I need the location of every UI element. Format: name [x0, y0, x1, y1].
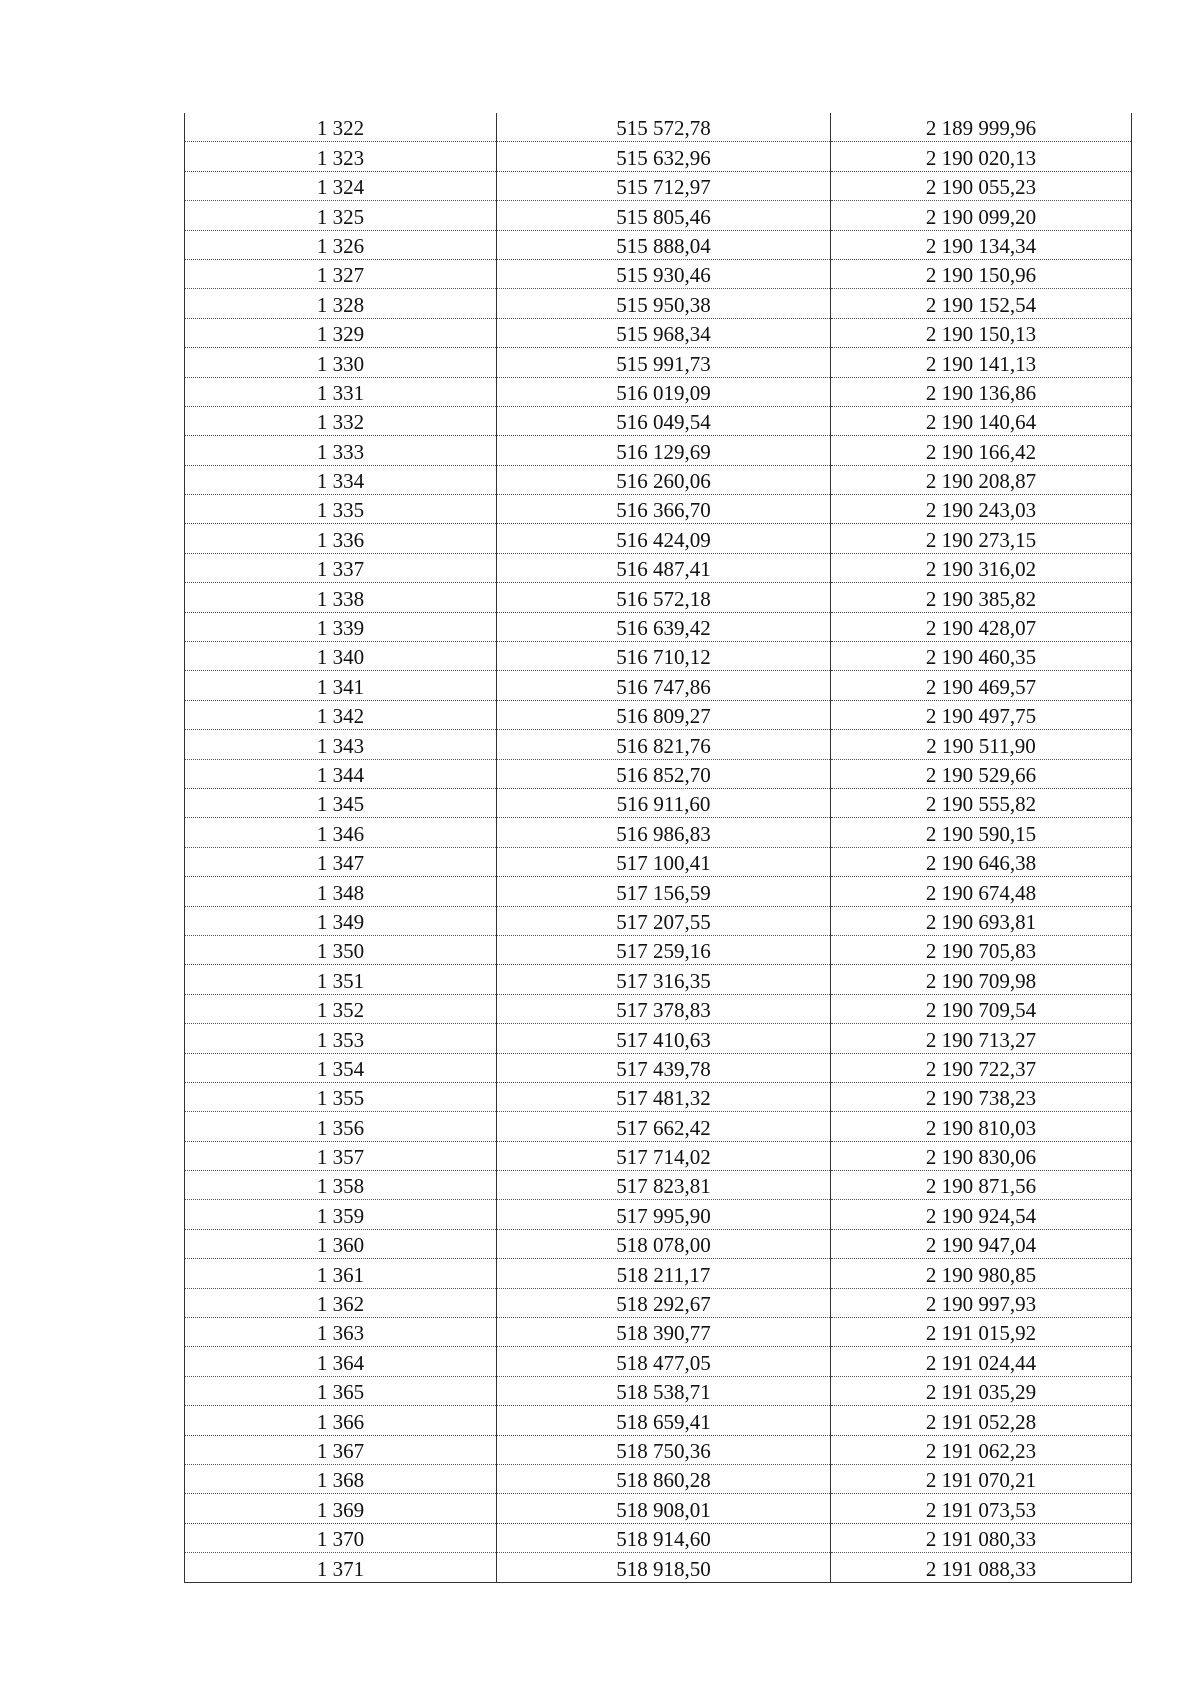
x-coordinate-cell: 516 821,76 — [497, 730, 831, 759]
table-body — [185, 113, 1132, 1582]
table-row — [185, 994, 1132, 1023]
y-coordinate-cell: 2 191 015,92 — [831, 1318, 1132, 1347]
table-row — [185, 847, 1132, 876]
table-row — [185, 259, 1132, 288]
table-row — [185, 1229, 1132, 1258]
x-coordinate-cell: 516 260,06 — [497, 465, 831, 494]
point-number-cell: 1 355 — [185, 1082, 497, 1111]
table-row — [185, 1553, 1132, 1582]
x-coordinate-cell: 518 860,28 — [497, 1464, 831, 1493]
point-number-cell: 1 354 — [185, 1053, 497, 1082]
x-coordinate-cell: 517 259,16 — [497, 935, 831, 964]
table-row — [185, 730, 1132, 759]
point-number-cell: 1 340 — [185, 642, 497, 671]
y-coordinate-cell: 2 190 997,93 — [831, 1288, 1132, 1317]
point-number-cell: 1 369 — [185, 1494, 497, 1523]
point-number-cell: 1 352 — [185, 994, 497, 1023]
point-number-cell: 1 338 — [185, 583, 497, 612]
table-row — [185, 524, 1132, 553]
y-coordinate-cell: 2 190 980,85 — [831, 1259, 1132, 1288]
y-coordinate-cell: 2 190 709,98 — [831, 965, 1132, 994]
y-coordinate-cell: 2 190 738,23 — [831, 1082, 1132, 1111]
y-coordinate-cell: 2 191 073,53 — [831, 1494, 1132, 1523]
x-coordinate-cell: 516 366,70 — [497, 495, 831, 524]
table-row — [185, 1523, 1132, 1552]
table-row — [185, 1318, 1132, 1347]
y-coordinate-cell: 2 190 709,54 — [831, 994, 1132, 1023]
table-row — [185, 377, 1132, 406]
x-coordinate-cell: 516 424,09 — [497, 524, 831, 553]
point-number-cell: 1 359 — [185, 1200, 497, 1229]
x-coordinate-cell: 517 410,63 — [497, 1024, 831, 1053]
y-coordinate-cell: 2 190 134,34 — [831, 230, 1132, 259]
point-number-cell: 1 364 — [185, 1347, 497, 1376]
x-coordinate-cell: 515 930,46 — [497, 259, 831, 288]
point-number-cell: 1 371 — [185, 1553, 497, 1582]
x-coordinate-cell: 516 639,42 — [497, 612, 831, 641]
point-number-cell: 1 356 — [185, 1112, 497, 1141]
table-row — [185, 142, 1132, 171]
point-number-cell: 1 350 — [185, 935, 497, 964]
point-number-cell: 1 323 — [185, 142, 497, 171]
x-coordinate-cell: 518 908,01 — [497, 1494, 831, 1523]
point-number-cell: 1 326 — [185, 230, 497, 259]
x-coordinate-cell: 516 986,83 — [497, 818, 831, 847]
table-row — [185, 113, 1132, 142]
table-row — [185, 289, 1132, 318]
point-number-cell: 1 327 — [185, 259, 497, 288]
x-coordinate-cell: 517 823,81 — [497, 1171, 831, 1200]
y-coordinate-cell: 2 190 810,03 — [831, 1112, 1132, 1141]
y-coordinate-cell: 2 190 141,13 — [831, 348, 1132, 377]
point-number-cell: 1 332 — [185, 406, 497, 435]
x-coordinate-cell: 518 211,17 — [497, 1259, 831, 1288]
point-number-cell: 1 365 — [185, 1376, 497, 1405]
table-row — [185, 965, 1132, 994]
point-number-cell: 1 357 — [185, 1141, 497, 1170]
table-row — [185, 1141, 1132, 1170]
y-coordinate-cell: 2 190 428,07 — [831, 612, 1132, 641]
table-row — [185, 759, 1132, 788]
x-coordinate-cell: 515 632,96 — [497, 142, 831, 171]
y-coordinate-cell: 2 190 152,54 — [831, 289, 1132, 318]
y-coordinate-cell: 2 190 099,20 — [831, 201, 1132, 230]
table-row — [185, 935, 1132, 964]
x-coordinate-cell: 518 918,50 — [497, 1553, 831, 1582]
table-row — [185, 1288, 1132, 1317]
y-coordinate-cell: 2 190 674,48 — [831, 877, 1132, 906]
y-coordinate-cell: 2 190 136,86 — [831, 377, 1132, 406]
table-row — [185, 1171, 1132, 1200]
table-row — [185, 171, 1132, 200]
x-coordinate-cell: 515 712,97 — [497, 171, 831, 200]
point-number-cell: 1 329 — [185, 318, 497, 347]
y-coordinate-cell: 2 190 469,57 — [831, 671, 1132, 700]
x-coordinate-cell: 515 805,46 — [497, 201, 831, 230]
point-number-cell: 1 361 — [185, 1259, 497, 1288]
point-number-cell: 1 345 — [185, 788, 497, 817]
point-number-cell: 1 336 — [185, 524, 497, 553]
y-coordinate-cell: 2 190 590,15 — [831, 818, 1132, 847]
table-row — [185, 583, 1132, 612]
y-coordinate-cell: 2 190 830,06 — [831, 1141, 1132, 1170]
point-number-cell: 1 333 — [185, 436, 497, 465]
x-coordinate-cell: 517 714,02 — [497, 1141, 831, 1170]
point-number-cell: 1 328 — [185, 289, 497, 318]
table-row — [185, 1200, 1132, 1229]
x-coordinate-cell: 516 911,60 — [497, 788, 831, 817]
coordinates-table — [184, 113, 1132, 1583]
y-coordinate-cell: 2 190 693,81 — [831, 906, 1132, 935]
y-coordinate-cell: 2 191 088,33 — [831, 1553, 1132, 1582]
table-row — [185, 1053, 1132, 1082]
table-row — [185, 818, 1132, 847]
point-number-cell: 1 368 — [185, 1464, 497, 1493]
table-row — [185, 495, 1132, 524]
y-coordinate-cell: 2 190 924,54 — [831, 1200, 1132, 1229]
y-coordinate-cell: 2 190 316,02 — [831, 553, 1132, 582]
table-row — [185, 1112, 1132, 1141]
x-coordinate-cell: 516 129,69 — [497, 436, 831, 465]
point-number-cell: 1 343 — [185, 730, 497, 759]
table-row — [185, 436, 1132, 465]
y-coordinate-cell: 2 190 243,03 — [831, 495, 1132, 524]
point-number-cell: 1 351 — [185, 965, 497, 994]
point-number-cell: 1 346 — [185, 818, 497, 847]
x-coordinate-cell: 516 809,27 — [497, 700, 831, 729]
point-number-cell: 1 334 — [185, 465, 497, 494]
point-number-cell: 1 330 — [185, 348, 497, 377]
x-coordinate-cell: 515 968,34 — [497, 318, 831, 347]
y-coordinate-cell: 2 190 166,42 — [831, 436, 1132, 465]
y-coordinate-cell: 2 190 460,35 — [831, 642, 1132, 671]
x-coordinate-cell: 518 750,36 — [497, 1435, 831, 1464]
table-row — [185, 318, 1132, 347]
point-number-cell: 1 367 — [185, 1435, 497, 1464]
y-coordinate-cell: 2 190 713,27 — [831, 1024, 1132, 1053]
table-row — [185, 201, 1132, 230]
y-coordinate-cell: 2 189 999,96 — [831, 113, 1132, 142]
x-coordinate-cell: 518 078,00 — [497, 1229, 831, 1258]
x-coordinate-cell: 518 538,71 — [497, 1376, 831, 1405]
x-coordinate-cell: 517 481,32 — [497, 1082, 831, 1111]
point-number-cell: 1 358 — [185, 1171, 497, 1200]
x-coordinate-cell: 517 100,41 — [497, 847, 831, 876]
x-coordinate-cell: 517 207,55 — [497, 906, 831, 935]
table-row — [185, 642, 1132, 671]
point-number-cell: 1 353 — [185, 1024, 497, 1053]
y-coordinate-cell: 2 191 070,21 — [831, 1464, 1132, 1493]
y-coordinate-cell: 2 191 062,23 — [831, 1435, 1132, 1464]
x-coordinate-cell: 516 747,86 — [497, 671, 831, 700]
y-coordinate-cell: 2 190 511,90 — [831, 730, 1132, 759]
y-coordinate-cell: 2 190 273,15 — [831, 524, 1132, 553]
table-row — [185, 788, 1132, 817]
y-coordinate-cell: 2 190 529,66 — [831, 759, 1132, 788]
point-number-cell: 1 349 — [185, 906, 497, 935]
table-row — [185, 406, 1132, 435]
x-coordinate-cell: 515 572,78 — [497, 113, 831, 142]
table-row — [185, 906, 1132, 935]
table-row — [185, 1464, 1132, 1493]
x-coordinate-cell: 516 572,18 — [497, 583, 831, 612]
y-coordinate-cell: 2 191 052,28 — [831, 1406, 1132, 1435]
y-coordinate-cell: 2 190 646,38 — [831, 847, 1132, 876]
table-row — [185, 465, 1132, 494]
point-number-cell: 1 335 — [185, 495, 497, 524]
point-number-cell: 1 347 — [185, 847, 497, 876]
table-row — [185, 1494, 1132, 1523]
x-coordinate-cell: 518 292,67 — [497, 1288, 831, 1317]
y-coordinate-cell: 2 190 705,83 — [831, 935, 1132, 964]
table-row — [185, 1082, 1132, 1111]
x-coordinate-cell: 516 852,70 — [497, 759, 831, 788]
y-coordinate-cell: 2 190 208,87 — [831, 465, 1132, 494]
point-number-cell: 1 331 — [185, 377, 497, 406]
y-coordinate-cell: 2 191 024,44 — [831, 1347, 1132, 1376]
table-row — [185, 1406, 1132, 1435]
x-coordinate-cell: 518 914,60 — [497, 1523, 831, 1552]
y-coordinate-cell: 2 190 140,64 — [831, 406, 1132, 435]
y-coordinate-cell: 2 191 080,33 — [831, 1523, 1132, 1552]
x-coordinate-cell: 515 991,73 — [497, 348, 831, 377]
x-coordinate-cell: 517 378,83 — [497, 994, 831, 1023]
point-number-cell: 1 348 — [185, 877, 497, 906]
y-coordinate-cell: 2 190 150,96 — [831, 259, 1132, 288]
table-row — [185, 1024, 1132, 1053]
x-coordinate-cell: 515 950,38 — [497, 289, 831, 318]
y-coordinate-cell: 2 190 385,82 — [831, 583, 1132, 612]
x-coordinate-cell: 516 710,12 — [497, 642, 831, 671]
table-row — [185, 671, 1132, 700]
y-coordinate-cell: 2 190 150,13 — [831, 318, 1132, 347]
y-coordinate-cell: 2 191 035,29 — [831, 1376, 1132, 1405]
x-coordinate-cell: 515 888,04 — [497, 230, 831, 259]
point-number-cell: 1 360 — [185, 1229, 497, 1258]
table-row — [185, 1376, 1132, 1405]
table-row — [185, 553, 1132, 582]
y-coordinate-cell: 2 190 497,75 — [831, 700, 1132, 729]
point-number-cell: 1 322 — [185, 113, 497, 142]
table-row — [185, 877, 1132, 906]
point-number-cell: 1 339 — [185, 612, 497, 641]
point-number-cell: 1 342 — [185, 700, 497, 729]
x-coordinate-cell: 516 019,09 — [497, 377, 831, 406]
point-number-cell: 1 363 — [185, 1318, 497, 1347]
y-coordinate-cell: 2 190 055,23 — [831, 171, 1132, 200]
table-row — [185, 1435, 1132, 1464]
y-coordinate-cell: 2 190 871,56 — [831, 1171, 1132, 1200]
x-coordinate-cell: 517 156,59 — [497, 877, 831, 906]
x-coordinate-cell: 518 390,77 — [497, 1318, 831, 1347]
x-coordinate-cell: 516 487,41 — [497, 553, 831, 582]
x-coordinate-cell: 517 662,42 — [497, 1112, 831, 1141]
table-row — [185, 230, 1132, 259]
point-number-cell: 1 337 — [185, 553, 497, 582]
x-coordinate-cell: 518 659,41 — [497, 1406, 831, 1435]
x-coordinate-cell: 518 477,05 — [497, 1347, 831, 1376]
point-number-cell: 1 366 — [185, 1406, 497, 1435]
point-number-cell: 1 370 — [185, 1523, 497, 1552]
point-number-cell: 1 341 — [185, 671, 497, 700]
point-number-cell: 1 325 — [185, 201, 497, 230]
x-coordinate-cell: 517 439,78 — [497, 1053, 831, 1082]
table-row — [185, 348, 1132, 377]
table-row — [185, 700, 1132, 729]
point-number-cell: 1 344 — [185, 759, 497, 788]
table-row — [185, 612, 1132, 641]
y-coordinate-cell: 2 190 722,37 — [831, 1053, 1132, 1082]
y-coordinate-cell: 2 190 020,13 — [831, 142, 1132, 171]
x-coordinate-cell: 517 316,35 — [497, 965, 831, 994]
point-number-cell: 1 324 — [185, 171, 497, 200]
point-number-cell: 1 362 — [185, 1288, 497, 1317]
y-coordinate-cell: 2 190 947,04 — [831, 1229, 1132, 1258]
table-row — [185, 1347, 1132, 1376]
x-coordinate-cell: 516 049,54 — [497, 406, 831, 435]
x-coordinate-cell: 517 995,90 — [497, 1200, 831, 1229]
table-row — [185, 1259, 1132, 1288]
y-coordinate-cell: 2 190 555,82 — [831, 788, 1132, 817]
